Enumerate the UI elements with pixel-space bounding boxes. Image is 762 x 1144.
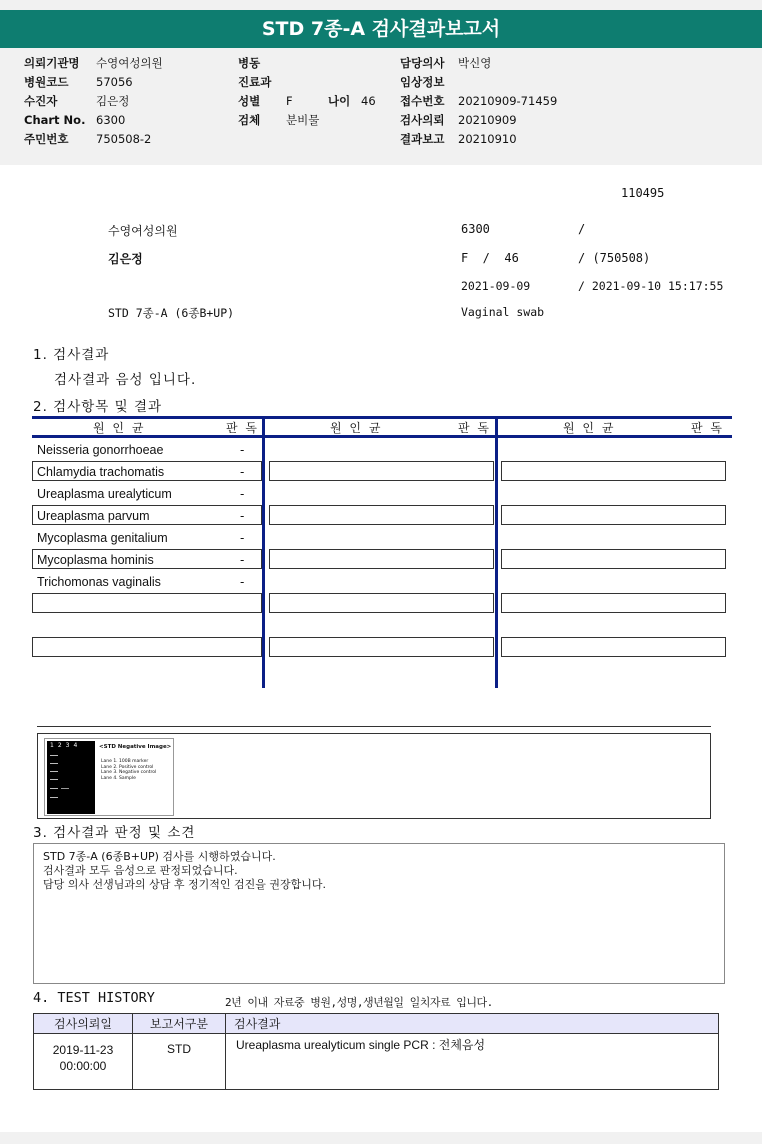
report-test-name: STD 7종-A (6종B+UP)	[108, 306, 235, 320]
chart-no-label: Chart No.	[24, 113, 86, 127]
ward-label: 병동	[238, 56, 261, 70]
organism-result: -	[240, 487, 245, 501]
marker-band	[50, 755, 58, 756]
row-box	[501, 505, 726, 525]
organism-name: Mycoplasma genitalium	[37, 531, 168, 545]
col-header-result-2: 판 독	[458, 421, 491, 435]
request-date-label: 검사의뢰	[400, 113, 445, 127]
section4-title: 4. TEST HISTORY	[33, 990, 155, 1006]
organism-result: -	[240, 443, 245, 457]
organism-name: Chlamydia trachomatis	[37, 465, 165, 479]
col-header-organism-2: 원 인 균	[330, 421, 383, 435]
row-box	[32, 637, 262, 657]
history-date: 2019-11-23	[52, 1043, 114, 1057]
gel-legend-item: Lane 4. Sample	[101, 775, 136, 781]
opinion-line: 검사결과 모두 음성으로 판정되었습니다.	[43, 864, 238, 877]
history-header-date: 검사의뢰일	[34, 1014, 133, 1034]
row-box	[501, 637, 726, 657]
gel-legend	[101, 759, 156, 781]
opinion-text	[43, 850, 326, 892]
report-date-2: / 2021-09-10 15:17:55	[578, 279, 724, 293]
receipt-no-label: 접수번호	[400, 94, 445, 108]
marker-band	[50, 779, 58, 780]
organism-name: Ureaplasma urealyticum	[37, 487, 172, 501]
row-box	[269, 637, 494, 657]
organism-result: -	[240, 509, 245, 523]
marker-band	[50, 763, 58, 764]
organism-name: Ureaplasma parvum	[37, 509, 150, 523]
column-divider-1	[262, 416, 265, 688]
row-box	[501, 549, 726, 569]
opinion-box	[33, 843, 725, 984]
opinion-line: 담당 의사 선생님과의 상담 후 정기적인 검진을 권장합니다.	[43, 878, 326, 891]
organism-result: -	[240, 553, 245, 567]
report-date-value: 20210910	[458, 132, 517, 146]
col-header-organism-1: 원 인 균	[93, 421, 146, 435]
lane-number: 1	[50, 742, 58, 749]
col-header-organism-3: 원 인 균	[563, 421, 616, 435]
organism-result: -	[240, 531, 245, 545]
section1-title: 1. 검사결과	[33, 347, 110, 363]
report-title: STD 7종-A 검사결과보고서	[0, 10, 762, 48]
hospital-label: 의뢰기관명	[24, 56, 80, 70]
patient-value: 김은정	[96, 94, 130, 108]
history-table	[33, 1013, 719, 1090]
history-time: 00:00:00	[59, 1059, 107, 1073]
lane-number: 4	[73, 742, 82, 749]
history-note: 2년 이내 자료중 병원,성명,생년월일 일치자료 입니다.	[225, 996, 493, 1009]
row-box	[32, 593, 262, 613]
age-label: 나이	[328, 94, 351, 108]
organism-name: Mycoplasma hominis	[37, 553, 154, 567]
gel-legend-item: Lane 1. 100B marker	[101, 759, 149, 764]
opinion-line: STD 7종-A (6종B+UP) 검사를 시행하였습니다.	[43, 850, 276, 863]
column-divider-2	[495, 416, 498, 688]
section2-title: 2. 검사항목 및 결과	[33, 399, 163, 415]
gel-title: <STD Negative Image>	[99, 744, 172, 750]
history-result: Ureaplasma urealyticum single PCR : 전체음성	[226, 1034, 719, 1090]
doctor-label: 담당의사	[400, 56, 445, 70]
organism-name: Neisseria gonorrhoeae	[37, 443, 164, 457]
sex-value: F	[286, 94, 293, 108]
resident-no-label: 주민번호	[24, 132, 69, 146]
gel-image	[44, 738, 174, 816]
age-value: 46	[361, 94, 376, 108]
col-header-result-1: 판 독	[226, 421, 259, 435]
history-header-row	[34, 1014, 719, 1034]
hospital-code-label: 병원코드	[24, 75, 69, 89]
header-col1	[24, 54, 234, 149]
resident-no-value: 750508-2	[96, 132, 152, 146]
specimen-value: 분비물	[286, 113, 320, 127]
history-type: STD	[133, 1034, 226, 1090]
control-band	[61, 788, 69, 789]
report-clinic: 수영여성의원	[108, 224, 178, 238]
header-col2	[238, 54, 398, 130]
row-box	[269, 593, 494, 613]
table-row	[34, 1034, 719, 1090]
report-specimen: Vaginal swab	[461, 305, 545, 319]
department-label: 진료과	[238, 75, 272, 89]
history-header-type: 보고서구분	[133, 1014, 226, 1034]
divider-line	[37, 726, 711, 727]
col-header-result-3: 판 독	[691, 421, 724, 435]
row-box	[269, 505, 494, 525]
report-slash: /	[578, 222, 586, 236]
clinical-info-label: 임상정보	[400, 75, 445, 89]
history-header-result: 검사결과	[226, 1014, 719, 1034]
organism-result: -	[240, 465, 245, 479]
section3-title: 3. 검사결과 판정 및 소견	[33, 825, 196, 841]
patient-label: 수진자	[24, 94, 58, 108]
hospital-code-value: 57056	[96, 75, 133, 89]
lane-number: 3	[65, 742, 74, 749]
sex-label: 성별	[238, 94, 261, 108]
organism-name: Trichomonas vaginalis	[37, 575, 161, 589]
gel-legend-item: Lane 2. Positive control	[101, 764, 154, 770]
specimen-label: 검체	[238, 113, 261, 127]
header-col3	[400, 54, 600, 149]
hospital-value: 수영여성의원	[96, 56, 163, 70]
marker-band	[50, 771, 58, 772]
report-date-1: 2021-09-09	[461, 279, 531, 293]
request-date-value: 20210909	[458, 113, 517, 127]
gel-legend-item: Lane 3. Negative control	[101, 770, 157, 775]
marker-band	[50, 788, 58, 789]
report-registration: / (750508)	[578, 251, 651, 265]
report-date-label: 결과보고	[400, 132, 445, 146]
row-box	[269, 549, 494, 569]
chart-no-value: 6300	[96, 113, 126, 127]
lane-numbers	[50, 742, 81, 749]
gel-photo	[47, 741, 95, 814]
report-sex-age: F / 46	[461, 251, 519, 265]
report-number: 110495	[621, 186, 665, 200]
row-box	[501, 461, 726, 481]
report-chart: 6300	[461, 222, 490, 236]
row-box	[269, 461, 494, 481]
marker-band	[50, 797, 58, 798]
organism-result: -	[240, 575, 245, 589]
row-box	[501, 593, 726, 613]
section1-text: 검사결과 음성 입니다.	[54, 372, 197, 388]
lane-number: 2	[57, 742, 66, 749]
report-patient-name: 김은정	[108, 252, 143, 266]
receipt-no-value: 20210909-71459	[458, 94, 558, 108]
doctor-value: 박신영	[458, 56, 492, 70]
history-date-cell	[34, 1034, 133, 1090]
